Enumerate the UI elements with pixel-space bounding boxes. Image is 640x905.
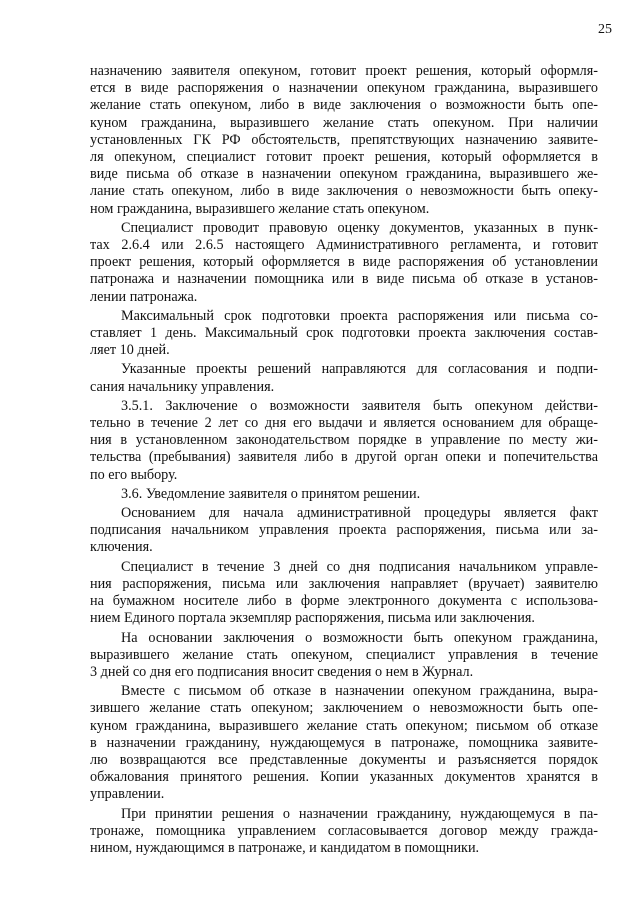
paragraph: [90, 63, 598, 218]
text-line: 3 дней со дня его подписания вносит сведения о нем в Журнал.: [90, 663, 474, 680]
paragraph: [90, 361, 598, 395]
text-line: ния в установленном законодательством порядке в управление по месту жи-: [90, 432, 598, 449]
text-line: ляет 10 дней.: [90, 342, 170, 359]
text-line: на бумажном носителе либо в форме электронного документа с использова-: [90, 593, 598, 610]
paragraph: [90, 398, 598, 484]
text-line: тельно в течение 2 лет со дня его выдачи и является основанием для обраще-: [90, 415, 598, 432]
text-line: установленных ГК РФ обстоятельств, препятствующих назначению заявите-: [90, 131, 598, 148]
text-line: Указанные проекты решений направляются для согласования и подпи-: [121, 361, 598, 378]
text-line: Вместе с письмом об отказе в назначении опекуном гражданина, выра-: [121, 683, 598, 700]
text-line: ния распоряжения, письма или заключения направляет (вручает) заявителю: [90, 575, 598, 592]
paragraph: [90, 559, 598, 628]
text-line: лание стать опекуном, либо в виде заключения о невозможности быть опеку-: [90, 183, 598, 200]
text-line: тах 2.6.4 или 2.6.5 настоящего Административного регламента, и готовит: [90, 237, 598, 254]
text-line: нином, нуждающимся в патронаже, и кандидатом в помощники.: [90, 839, 480, 856]
paragraph: [90, 630, 598, 682]
text-line: тельства (пребывания) заявителя либо в другой орган опеки и попечительства: [90, 449, 598, 466]
text-line: ля опекуном, специалист готовит проект решения, который оформляется в: [90, 149, 598, 166]
text-line: назначению заявителя опекуном, готовит проект решения, который оформля-: [90, 63, 598, 79]
text-line: сания начальнику управления.: [90, 378, 275, 395]
text-line: управлении.: [90, 786, 165, 803]
text-line: Максимальный срок подготовки проекта распоряжения или письма со-: [121, 307, 598, 324]
document-body: [90, 63, 598, 859]
paragraph: [90, 683, 598, 803]
text-line: виде письма об отказе в назначении опекуном гражданина, выразившего же-: [90, 166, 598, 183]
paragraph: [90, 308, 598, 360]
text-line: тронаже, помощника управлением согласовывается договор между гражда-: [90, 822, 598, 839]
page-number: 25: [598, 22, 612, 37]
text-line: обжалования принятого решения. Копии указанных документов хранятся в: [90, 769, 598, 786]
text-line: ключения.: [90, 539, 153, 556]
text-line: куном гражданина, выразившего желание стать опекуном; письмом об отказе: [90, 717, 598, 734]
paragraph: [90, 806, 598, 858]
text-line: нием Единого портала экземпляр распоряжения, письма или заключения.: [90, 610, 535, 627]
text-line: На основании заключения о возможности быть опекуном гражданина,: [121, 629, 598, 646]
text-line: 3.5.1. Заключение о возможности заявителя быть опекуном действи-: [121, 397, 598, 414]
text-line: проект решения, который оформляется в виде распоряжения об установлении: [90, 254, 598, 271]
text-line: зившего желание стать опекуном; заключением о невозможности быть опе-: [90, 700, 598, 717]
text-line: подписания начальником управления проекта распоряжения, письма или за-: [90, 522, 598, 539]
text-line: ном гражданина, выразившего желание стать опекуном.: [90, 200, 430, 217]
text-line: в назначении гражданину, нуждающемуся в патронаже, помощника заявите-: [90, 734, 598, 751]
text-line: 3.6. Уведомление заявителя о принятом решении.: [121, 485, 421, 502]
text-line: лении патронажа.: [90, 288, 198, 305]
text-line: куном гражданина, выразившего желание стать опекуном. При наличии: [90, 114, 598, 131]
text-line: ставляет 1 день. Максимальный срок подготовки проекта заключения состав-: [90, 325, 598, 342]
text-line: При принятии решения о назначении гражданину, нуждающемуся в па-: [121, 805, 598, 822]
text-line: Специалист проводит правовую оценку документов, указанных в пунк-: [121, 219, 598, 236]
paragraph: [90, 486, 598, 503]
text-line: патронажа и назначении помощника или в виде письма об отказе в установ-: [90, 271, 598, 288]
text-line: желание стать опекуном, либо в виде заключения о возможности быть опе-: [90, 97, 598, 114]
text-line: выразившего желание стать опекуном, специалист управления в течение: [90, 646, 598, 663]
text-line: по его выбору.: [90, 466, 178, 483]
paragraph: [90, 220, 598, 306]
text-line: Основанием для начала административной процедуры является факт: [121, 505, 598, 522]
text-line: лю возвращаются все представленные документы и разъясняется порядок: [90, 751, 598, 768]
paragraph: [90, 505, 598, 557]
text-line: ется в виде распоряжения о назначении опекуном гражданина, выразившего: [90, 80, 598, 97]
text-line: Специалист в течение 3 дней со дня подписания начальником управле-: [121, 558, 598, 575]
